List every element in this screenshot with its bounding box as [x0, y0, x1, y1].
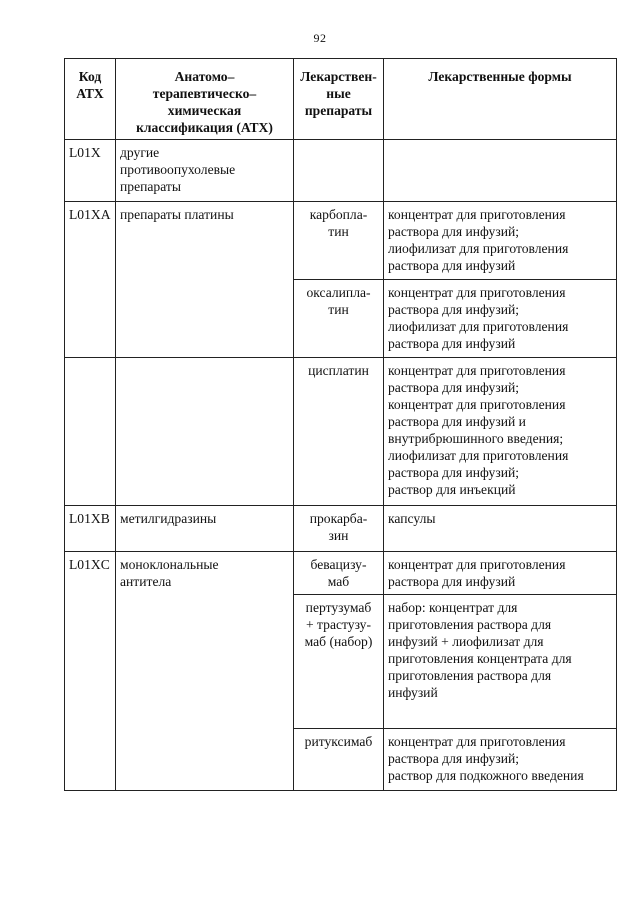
cell-line: + трастузу- [305, 617, 371, 632]
atx-code: L01X [65, 140, 116, 202]
cell-line: прокарба- [309, 511, 368, 526]
cell-line: другие [120, 145, 160, 160]
atx-classification [116, 358, 294, 506]
cell-line: лиофилизат для приготовления [388, 319, 569, 334]
table-row [65, 552, 617, 595]
cell-line: концентрат для приготовления [388, 557, 566, 572]
table-row [65, 506, 617, 552]
cell-line: препараты [304, 103, 373, 118]
cell-line: раствора для инфузий; [388, 302, 520, 317]
table-row [65, 280, 617, 358]
atx-classification [116, 729, 294, 791]
cell-line: Код [78, 69, 102, 84]
cell-line: оксалипла- [306, 285, 371, 300]
atx-code: L01XB [65, 506, 116, 552]
cell-line: концентрат для приготовления [388, 285, 566, 300]
cell-line: раствора для инфузий [388, 574, 516, 589]
cell-line: раствора для инфузий [388, 336, 516, 351]
dosage-forms [384, 280, 617, 358]
cell-line: ные [326, 86, 351, 101]
cell-line: раствора для инфузий; [388, 465, 520, 480]
cell-line: лиофилизат для приготовления [388, 448, 569, 463]
dosage-forms [384, 729, 617, 791]
cell-line: концентрат для приготовления [388, 363, 566, 378]
cell-line: приготовления раствора для [388, 617, 552, 632]
cell-line: инфузий + лиофилизат для [388, 634, 544, 649]
dosage-forms [384, 552, 617, 595]
atx-code: L01XA [65, 202, 116, 280]
atx-classification [116, 140, 294, 202]
atx-table [64, 58, 617, 791]
cell-line: лиофилизат для приготовления [388, 241, 569, 256]
table-header-row [65, 59, 617, 140]
atx-code [65, 280, 116, 358]
atx-code: L01XC [65, 552, 116, 595]
cell-line: ритуксимаб [304, 734, 373, 749]
cell-line: АТХ [76, 86, 104, 101]
drug-name [294, 202, 384, 280]
drug-name [294, 358, 384, 506]
cell-line: раствора для инфузий; [388, 224, 520, 239]
cell-line: тин [328, 302, 349, 317]
cell-line: моноклональные [120, 557, 219, 572]
table-row [65, 729, 617, 791]
cell-line: раствор для подкожного введения [388, 768, 584, 783]
drug-name [294, 552, 384, 595]
page-number: 92 [313, 31, 327, 45]
cell-line: препараты [120, 179, 181, 194]
header-forms [384, 59, 617, 140]
header-drugs [294, 59, 384, 140]
cell-line: пертузумаб [305, 600, 372, 615]
cell-line: раствор для инъекций [388, 482, 516, 497]
atx-code [65, 358, 116, 506]
atx-classification [116, 595, 294, 729]
header-code [65, 59, 116, 140]
cell-line: инфузий [388, 685, 438, 700]
table-row [65, 202, 617, 280]
atx-classification [116, 506, 294, 552]
cell-line: противоопухолевые [120, 162, 236, 177]
cell-line: Анатомо– [174, 69, 235, 84]
cell-line: Лекарственные формы [428, 69, 572, 84]
dosage-forms [384, 595, 617, 729]
atx-classification [116, 552, 294, 595]
atx-code [65, 729, 116, 791]
dosage-forms [384, 140, 617, 202]
cell-line: препараты платины [120, 207, 234, 222]
cell-line: бевацизу- [310, 557, 367, 572]
cell-line: маб (набор) [304, 634, 373, 649]
drug-name [294, 506, 384, 552]
table-row [65, 140, 617, 202]
cell-line: капсулы [388, 511, 436, 526]
dosage-forms [384, 202, 617, 280]
cell-line: раствора для инфузий и [388, 414, 526, 429]
cell-line: набор: концентрат для [388, 600, 518, 615]
table-row [65, 595, 617, 729]
dosage-forms [384, 358, 617, 506]
cell-line: маб [327, 574, 350, 589]
cell-line: приготовления раствора для [388, 668, 552, 683]
cell-line: классификация (АТХ) [136, 120, 273, 135]
cell-line: цисплатин [308, 363, 369, 378]
atx-classification [116, 202, 294, 280]
cell-line: раствора для инфузий [388, 258, 516, 273]
cell-line: раствора для инфузий; [388, 751, 520, 766]
cell-line: тин [328, 224, 349, 239]
drug-name [294, 729, 384, 791]
cell-line: приготовления концентрата для [388, 651, 572, 666]
atx-classification [116, 280, 294, 358]
drug-name [294, 280, 384, 358]
cell-line: антитела [120, 574, 172, 589]
cell-line: концентрат для приготовления [388, 397, 566, 412]
cell-line: зин [328, 528, 349, 543]
cell-line: раствора для инфузий; [388, 380, 520, 395]
drug-name [294, 140, 384, 202]
dosage-forms [384, 506, 617, 552]
drug-name [294, 595, 384, 729]
atx-code [65, 595, 116, 729]
header-classification [116, 59, 294, 140]
cell-line: метилгидразины [120, 511, 217, 526]
table-row [65, 358, 617, 506]
cell-line: терапевтическо– [152, 86, 257, 101]
cell-line: карбопла- [309, 207, 368, 222]
cell-line: внутрибрюшинного введения; [388, 431, 564, 446]
cell-line: концентрат для приготовления [388, 734, 566, 749]
cell-line: Лекарствен- [300, 69, 377, 84]
cell-line: концентрат для приготовления [388, 207, 566, 222]
cell-line: химическая [167, 103, 242, 118]
